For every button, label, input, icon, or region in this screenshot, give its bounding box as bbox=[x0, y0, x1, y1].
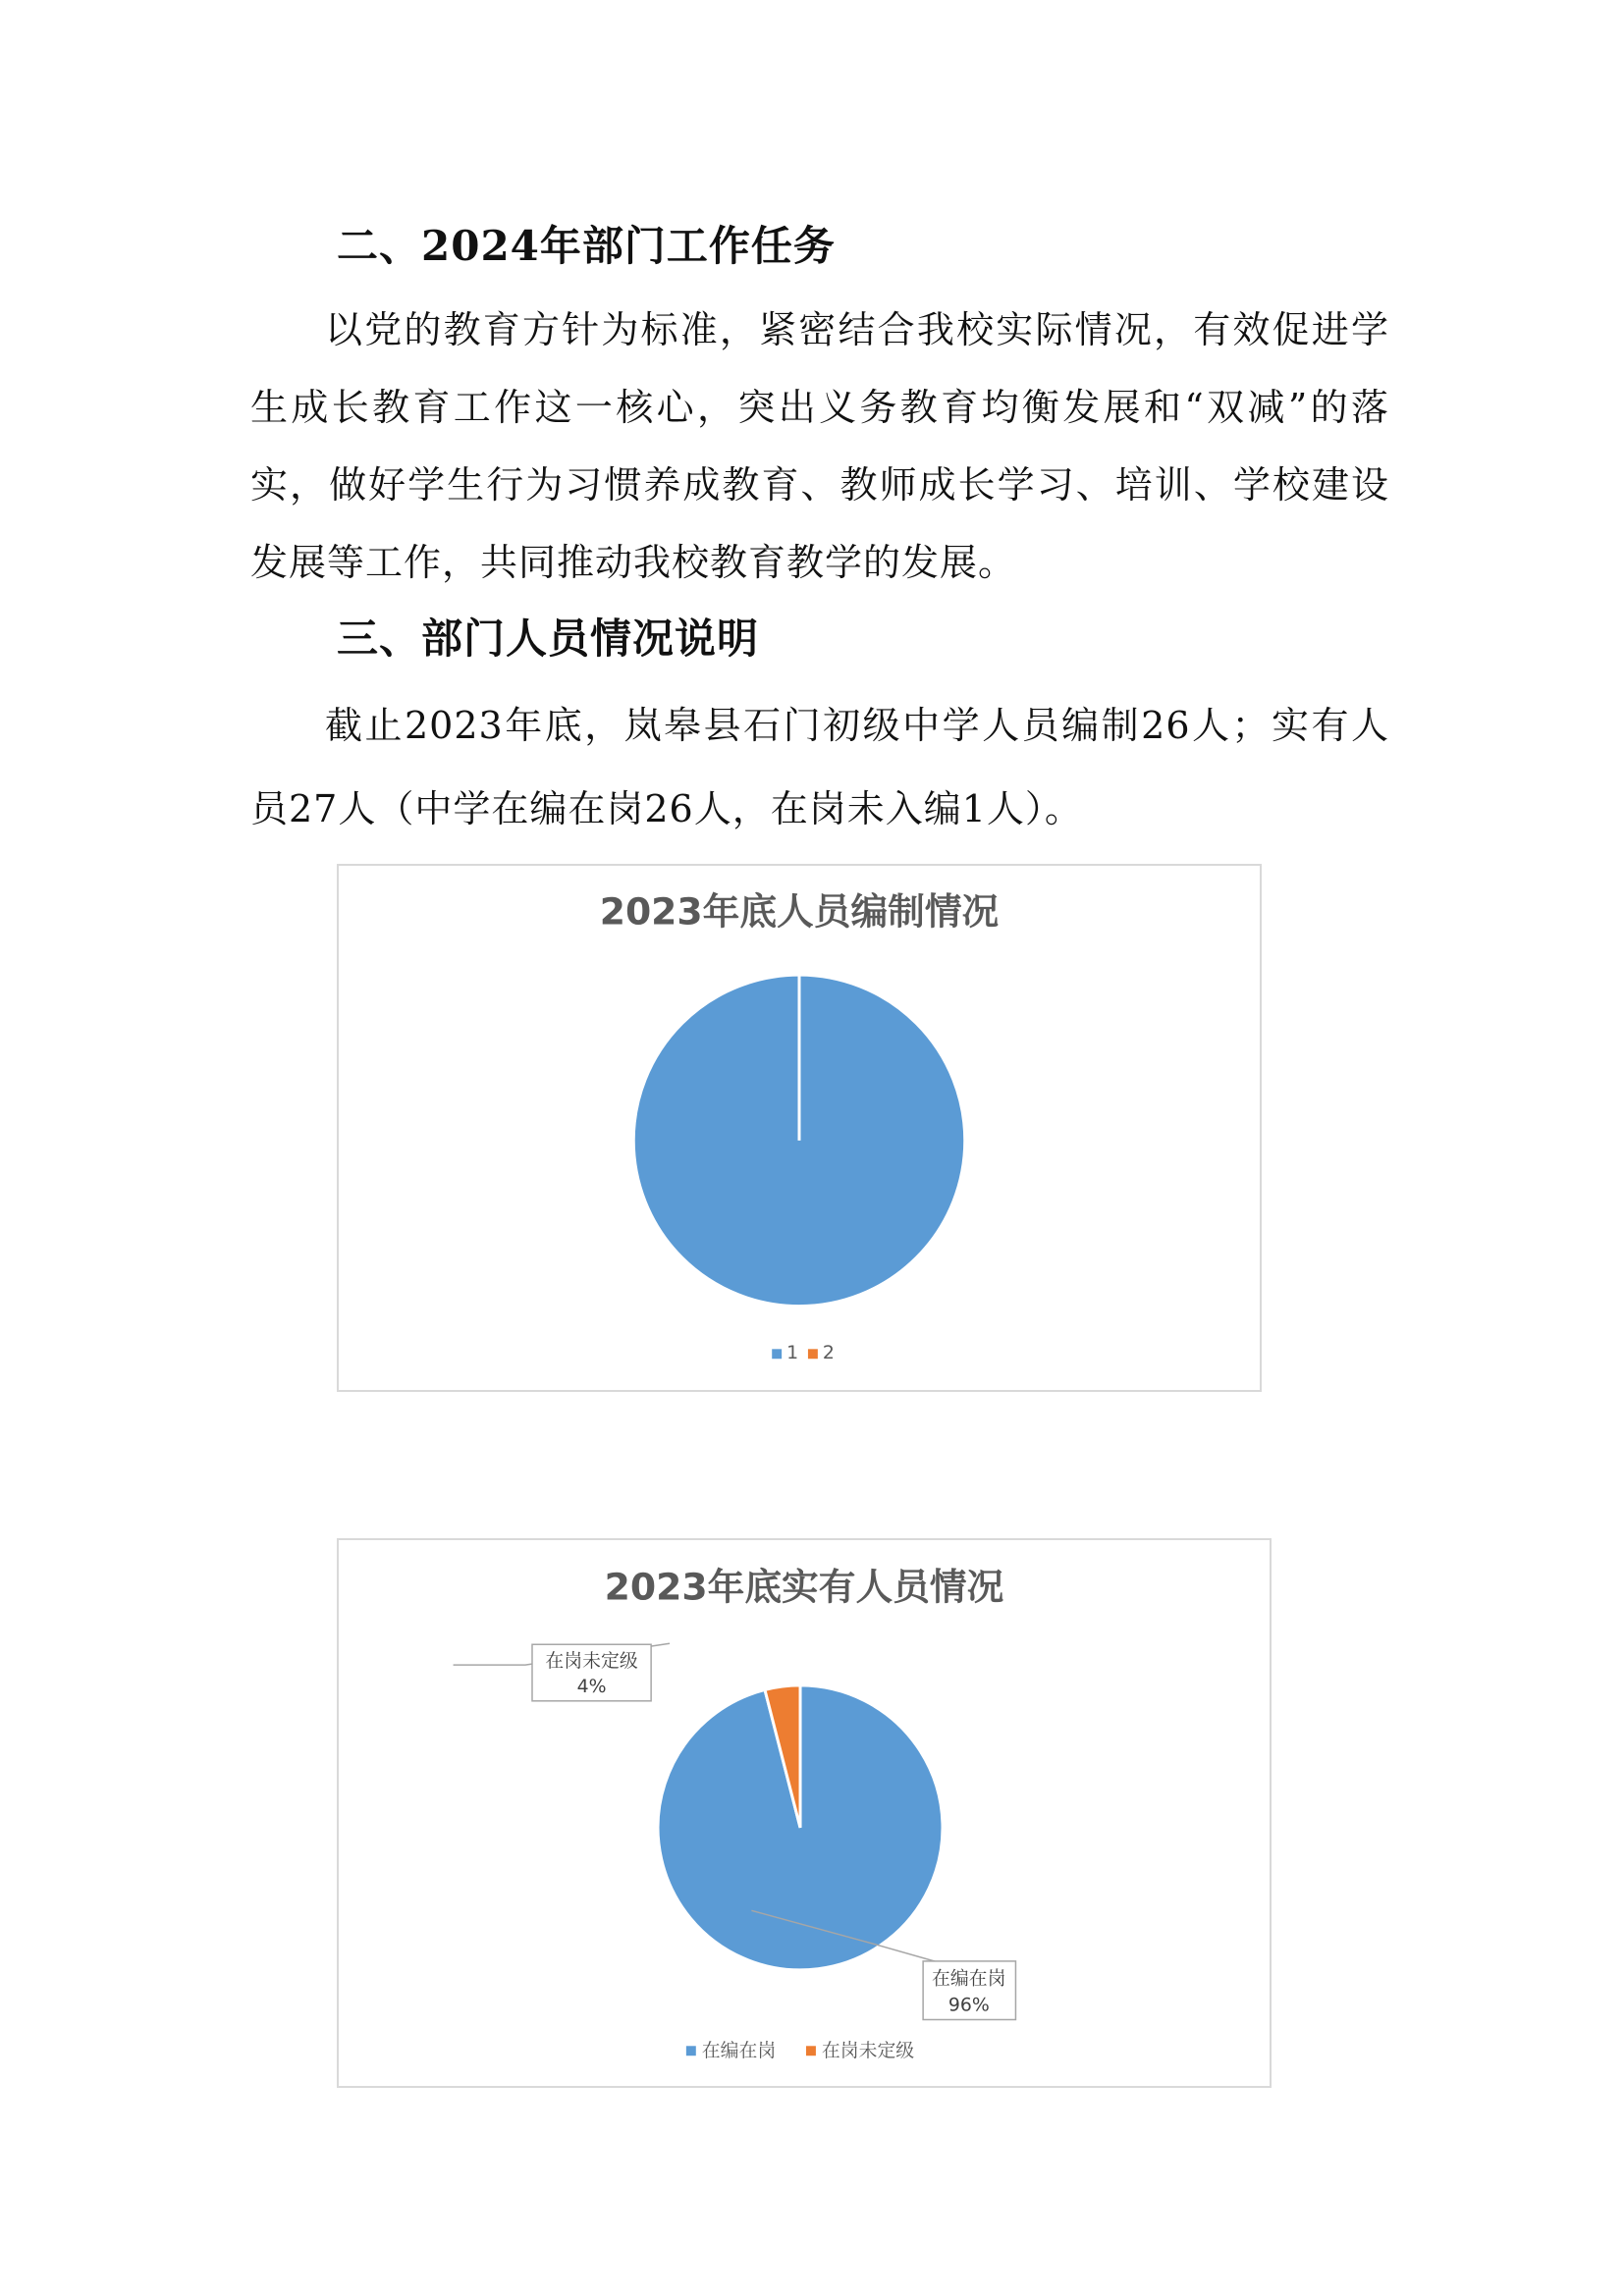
legend-swatch-2 bbox=[808, 1349, 818, 1359]
legend-label: 2 bbox=[822, 1343, 835, 1364]
data-label-percent: 96% bbox=[947, 1994, 990, 2016]
legend-swatch-1 bbox=[686, 2046, 696, 2056]
data-label-percent: 4% bbox=[576, 1675, 607, 1697]
legend-swatch-2 bbox=[806, 2046, 816, 2056]
chart-actual-staff-svg bbox=[339, 1540, 1270, 2086]
data-label-box bbox=[532, 1644, 651, 1701]
chart-actual-staff bbox=[337, 1538, 1272, 2088]
data-label-box bbox=[923, 1961, 1015, 2020]
chart-staffing-quota-svg bbox=[339, 866, 1260, 1390]
section-2-paragraph: 以党的教育方针为标准，紧密结合我校实际情况，有效促进学生成长教育工作这一核心，突出义务教育均衡发展和“双减”的落实，做好学生行为习惯养成教育、教师成长学习、培训、学校建设发展等工作，共同推动我校教育教学的发展。 bbox=[250, 308, 1389, 584]
chart-title: 2023年底人员编制情况 bbox=[599, 889, 1000, 934]
legend-label: 1 bbox=[786, 1343, 799, 1364]
chart-title: 2023年底实有人员情况 bbox=[604, 1565, 1004, 1609]
section-3-paragraph: 截止2023年底，岚皋县石门初级中学人员编制26人；实有人员27人（中学在编在岗26人，在岗未入编1人）。 bbox=[250, 704, 1389, 830]
data-label-name: 在岗未定级 bbox=[545, 1650, 638, 1673]
chart-staffing-quota bbox=[337, 864, 1262, 1392]
section-3-heading: 三、部门人员情况说明 bbox=[337, 614, 760, 663]
legend-swatch-1 bbox=[772, 1349, 782, 1359]
chart-legend bbox=[686, 2040, 914, 2061]
legend-label: 在编在岗 bbox=[701, 2040, 777, 2062]
section-2-heading: 二、2024年部门工作任务 bbox=[337, 222, 836, 270]
chart-legend bbox=[772, 1343, 835, 1363]
legend-label: 在岗未定级 bbox=[821, 2040, 915, 2062]
data-label-name: 在编在岗 bbox=[932, 1967, 1006, 1990]
